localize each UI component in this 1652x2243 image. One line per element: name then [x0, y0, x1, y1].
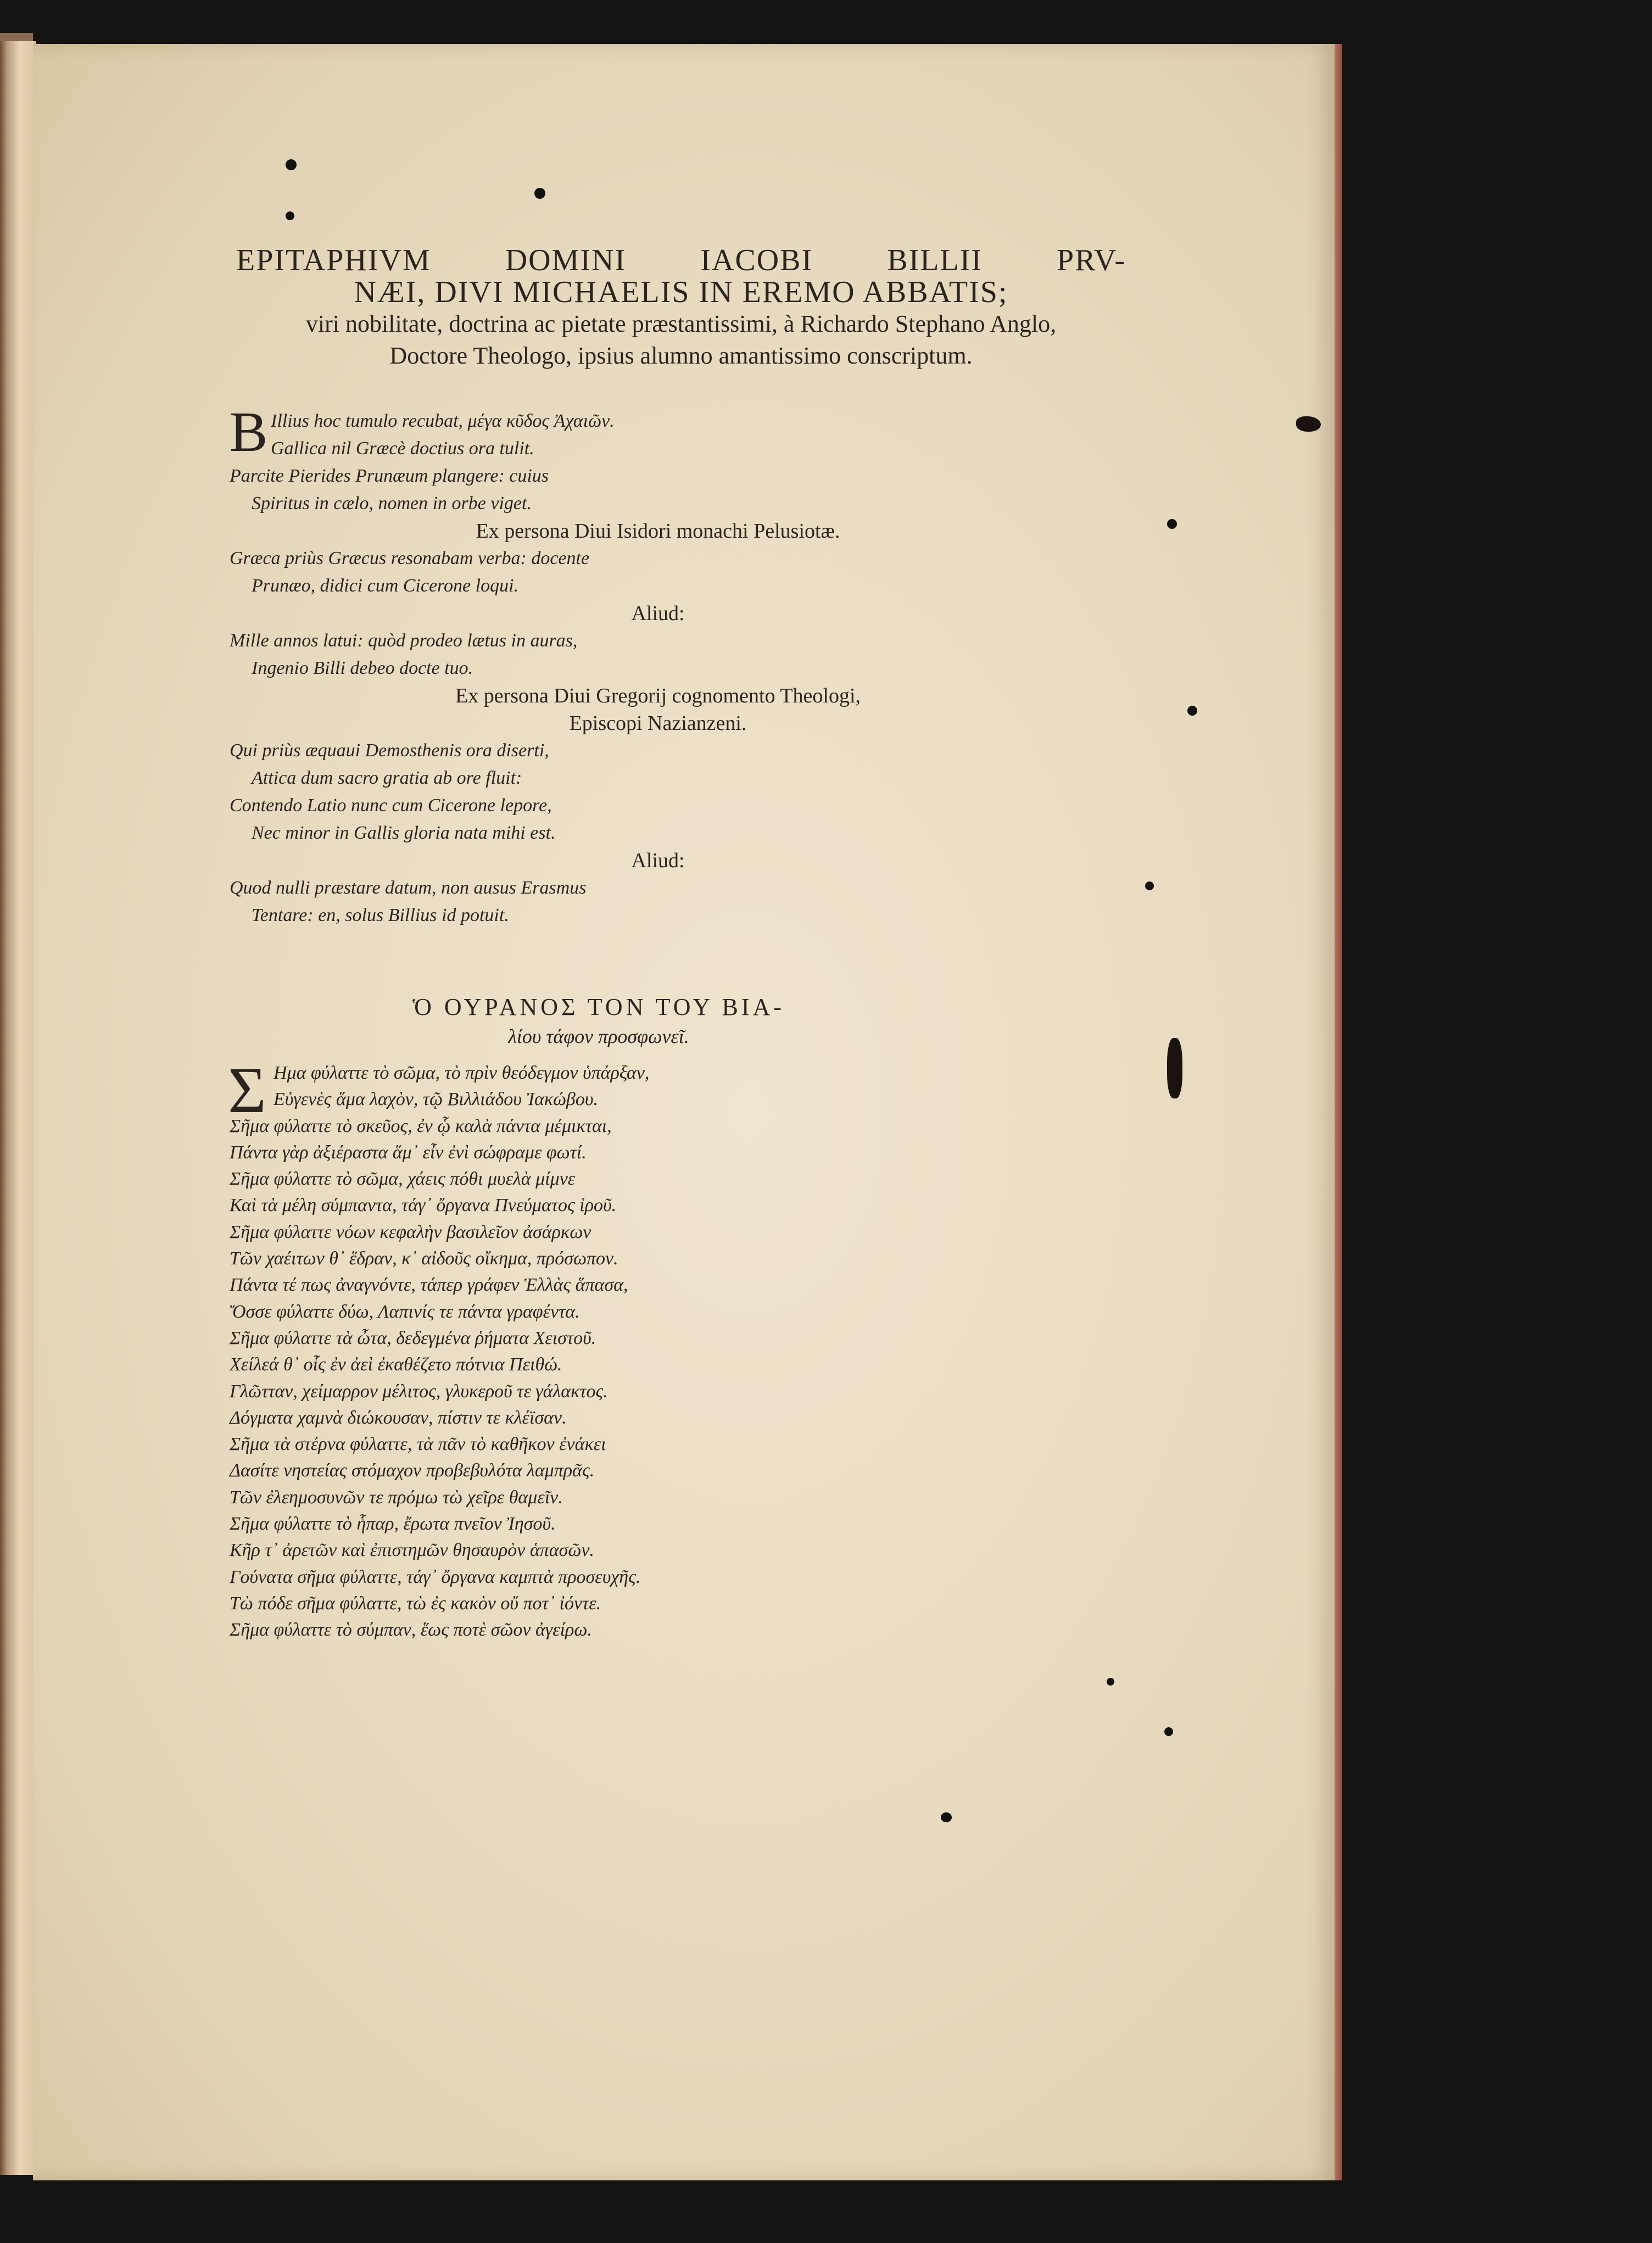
verse-line: Tentare: en, solus Billius id potuit. [252, 905, 509, 925]
title-line-3: viri nobilitate, doctrina ac pietate præstantissimi, à Richardo Stephano Anglo, [305, 310, 1057, 337]
greek-line: Δασίτε νηστείας στόμαχον προβεβυλότα λαμπρᾶς. [230, 1460, 595, 1481]
greek-line: Σῆμα φύλαττε τὸ ἧπαρ, ἔρωτα πνεῖον Ἰησοῦ. [230, 1514, 556, 1535]
greek-line: Σῆμα φύλαττε τὰ ὦτα, δεδεγμένα ῥήματα Χειστοῦ. [230, 1327, 596, 1348]
hole-speck [286, 211, 294, 220]
greek-line: Χείλεά θ᾽ οἷς ἐν ἀεὶ ἐκαθέζετο πότνια Πειθώ. [230, 1354, 562, 1375]
title-line-4: Doctore Theologo, ipsius alumno amantissimo conscriptum. [389, 342, 973, 369]
greek-line: Πάντα γὰρ ἀξιέραστα ἅμ᾽ εἶν ἐνὶ σώφραμε φωτί. [230, 1142, 587, 1163]
verse-heading: Ex persona Diui Gregorij cognomento Theologi, [455, 684, 861, 707]
greek-line: Πάντα τέ πως ἀναγνόντε, τάπερ γράφεν Ἑλλὰς ἅπασα, [230, 1275, 628, 1296]
verse-line: Spiritus in cælo, nomen in orbe viget. [252, 493, 532, 514]
greek-line: Σῆμα φύλαττε τὸ σῶμα, χάεις πόθι μυελὰ μίμνε [230, 1169, 576, 1190]
hole-speck [1145, 881, 1154, 890]
hole-speck [1164, 1727, 1173, 1736]
greek-line: Σῆμα φύλαττε τὸ σύμπαν, ἕως ποτὲ σῶον ἀγείρω. [230, 1620, 592, 1641]
verse-line: Qui priùs æquaui Demosthenis ora diserti, [230, 740, 549, 761]
latin-verses [230, 408, 1086, 929]
greek-line: Ημα φύλαττε τὸ σῶμα, τὸ πρὶν θεόδεγμον ὑπάρξαν, [274, 1063, 650, 1083]
verse-heading: Ex persona Diui Isidori monachi Pelusiotæ. [476, 520, 840, 543]
verse-line: Parcite Pierides Prunæum plangere: cuius [230, 466, 549, 486]
verse-heading: Episcopi Nazianzeni. [569, 712, 747, 735]
page-right-edge [1335, 44, 1342, 2180]
greek-line: Σῆμα φύλαττε νόων κεφαλὴν βασιλεῖον ἀσάρκων [230, 1221, 591, 1242]
epitaph-title [236, 244, 1126, 372]
verse-heading: Aliud: [631, 849, 685, 872]
greek-line: Γούνατα σῆμα φύλαττε, τάγ᾽ ὄργανα καμπτὰ προσευχῆς. [230, 1566, 641, 1587]
verse-line: Prunæo, didici cum Cicerone loqui. [252, 576, 519, 596]
drop-initial-b: B [230, 400, 268, 464]
greek-heading [297, 991, 901, 1050]
greek-line: Εὐγενὲς ἅμα λαχὸν, τῷ Βιλλιάδου Ἰακώβου. [274, 1089, 598, 1110]
verse-line: Illius hoc tumulo recubat, μέγα κῦδος Ἀχαιῶν. [271, 411, 615, 431]
greek-line: Σῆμα τὰ στέρνα φύλαττε, τὰ πᾶν τὸ καθῆκον ἐνάκει [230, 1434, 606, 1455]
greek-line: Ὄσσε φύλαττε δύω, Λαπινίς τε πάντα γραφέντα. [230, 1301, 580, 1322]
greek-line: Καὶ τὰ μέλη σύμπαντα, τάγ᾽ ὄργανα Πνεύματος ἱροῦ. [230, 1195, 617, 1216]
verse-line: Græca priùs Græcus resonabam verba: docente [230, 548, 590, 568]
greek-verses [230, 1060, 1119, 1644]
title-line-2: NÆI, DIVI MICHAELIS IN EREMO ABBATIS; [354, 275, 1008, 309]
left-page-edge [0, 41, 36, 2175]
greek-heading-line-2: λίου τάφον προσφωνεῖ. [508, 1025, 689, 1047]
verse-line: Nec minor in Gallis gloria nata mihi est. [252, 823, 556, 843]
greek-heading-line-1: Ὁ ΟΥΡΑΝΟΣ ΤΟΝ ΤΟΥ ΒΙΑ- [412, 994, 785, 1020]
verse-line: Ingenio Billi debeo docte tuo. [252, 658, 473, 678]
greek-line: Σῆμα φύλαττε τὸ σκεῦος, ἐν ᾧ καλὰ πάντα μέμικται, [230, 1115, 612, 1136]
verse-line: Attica dum sacro gratia ab ore fluit: [252, 768, 522, 788]
hole-speck [1107, 1678, 1114, 1686]
greek-line: Κῆρ τ᾽ ἀρετῶν καὶ ἐπιστημῶν θησαυρὸν ἁπασῶν. [230, 1540, 594, 1561]
hole-speck [1187, 706, 1197, 716]
worm-hole [1296, 416, 1321, 432]
greek-line: Τὼ πόδε σῆμα φύλαττε, τὼ ἐς κακὸν οὔ ποτ᾽ ἰόντε. [230, 1593, 601, 1614]
verse-line: Contendo Latio nunc cum Cicerone lepore, [230, 795, 552, 816]
hole-speck [534, 188, 545, 199]
verse-heading: Aliud: [631, 602, 685, 625]
hole-speck [1167, 519, 1177, 529]
hole-speck [286, 159, 297, 170]
greek-line: Τῶν ἐλεημοσυνῶν τε πρόμω τὼ χεῖρε θαμεῖν. [230, 1487, 563, 1508]
drop-initial-sigma: Σ [228, 1053, 266, 1126]
greek-line: Γλῶτταν, χείμαρρον μέλιτος, γλυκεροῦ τε γάλακτος. [230, 1381, 608, 1402]
title-line-1: EPITAPHIVM DOMINI IACOBI BILLII PRV- [236, 243, 1126, 277]
worm-hole [1167, 1038, 1182, 1098]
verse-line: Gallica nil Græcè doctius ora tulit. [271, 438, 534, 459]
hole-speck [941, 1812, 952, 1822]
greek-line: Τῶν χαέιτων θ᾽ ἕδραν, κ᾽ αἰδοῦς οἴκημα, πρόσωπον. [230, 1248, 618, 1269]
greek-line: Δόγματα χαμνὰ διώκουσαν, πίστιν τε κλέϊσαν. [230, 1407, 567, 1428]
verse-line: Quod nulli præstare datum, non ausus Erasmus [230, 878, 587, 898]
verse-line: Mille annos latui: quòd prodeo lætus in auras, [230, 631, 578, 651]
